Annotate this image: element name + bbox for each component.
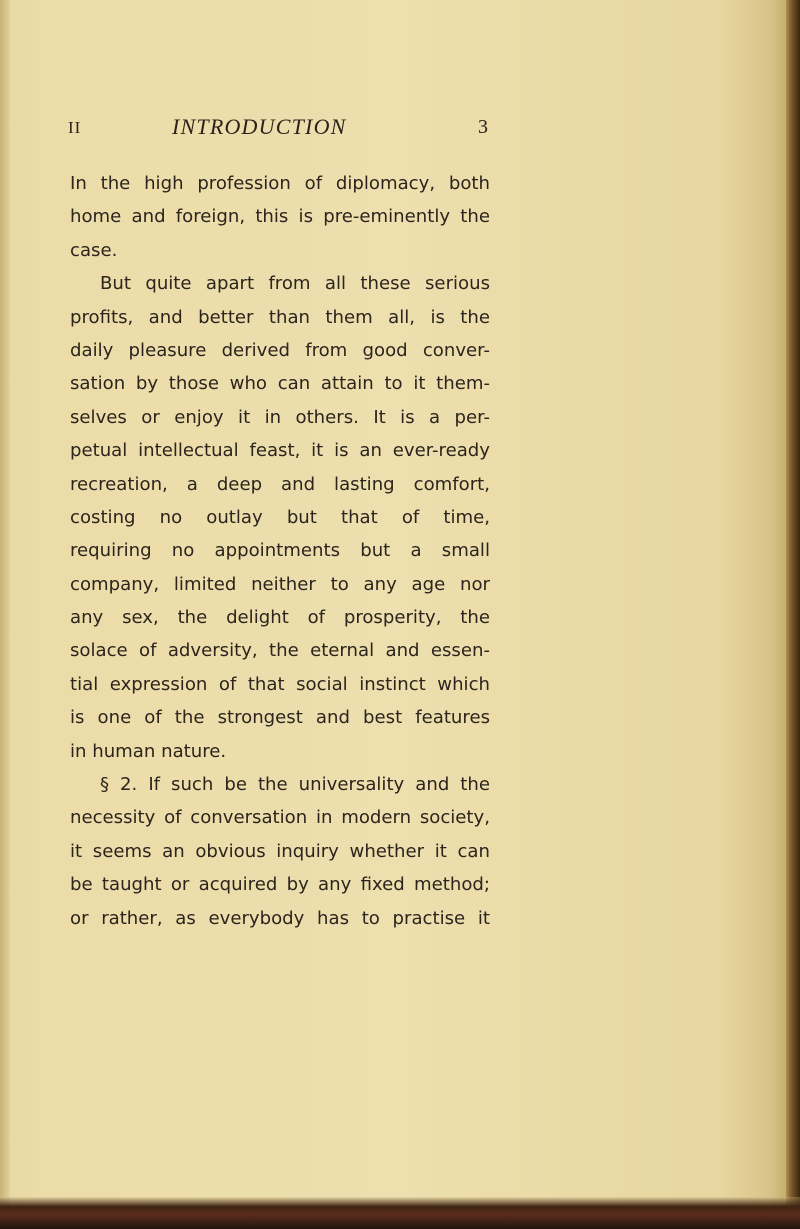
text-line: tial expression of that social instinct which (70, 673, 490, 695)
text-line: be taught or acquired by any fixed method; (70, 874, 490, 896)
page-number: 3 (478, 116, 488, 138)
text-line: case. (70, 239, 118, 261)
text-line: petual intellectual feast, it is an ever-ready (70, 440, 490, 462)
text-line: it seems an obvious inquiry whether it can (70, 840, 490, 862)
text-line: costing no outlay but that of time, (70, 506, 490, 528)
spine-shadow (0, 0, 10, 1229)
chapter-number: II (68, 118, 82, 137)
page-edge (786, 0, 800, 1229)
text-line: selves or enjoy it in others. It is a per- (70, 406, 490, 428)
text-line: any sex, the delight of prosperity, the (70, 607, 490, 629)
text-line: requiring no appointments but a small (70, 540, 490, 562)
text-line: or rather, as everybody has to practise it (70, 907, 490, 929)
running-head (68, 114, 488, 144)
text-line: § 2. If such be the universality and the (100, 774, 490, 796)
text-line: in human nature. (70, 740, 227, 762)
text-line: But quite apart from all these serious (100, 273, 490, 295)
body-text (70, 167, 490, 935)
text-line: necessity of conversation in modern society, (70, 807, 490, 829)
text-line: company, limited neither to any age nor (70, 573, 490, 595)
text-line: profits, and better than them all, is the (70, 306, 490, 328)
chapter-title: INTRODUCTION (172, 114, 347, 139)
text-line: In the high profession of diplomacy, both (70, 173, 490, 194)
page-bottom-edge (0, 1197, 800, 1229)
text-line: is one of the strongest and best features (70, 707, 490, 729)
text-line: home and foreign, this is pre-eminently the (70, 206, 490, 228)
text-line: daily pleasure derived from good conver- (70, 339, 490, 361)
text-line: sation by those who can attain to it them- (70, 373, 490, 395)
text-line: solace of adversity, the eternal and essen- (70, 640, 490, 662)
text-line: recreation, a deep and lasting comfort, (70, 473, 490, 495)
